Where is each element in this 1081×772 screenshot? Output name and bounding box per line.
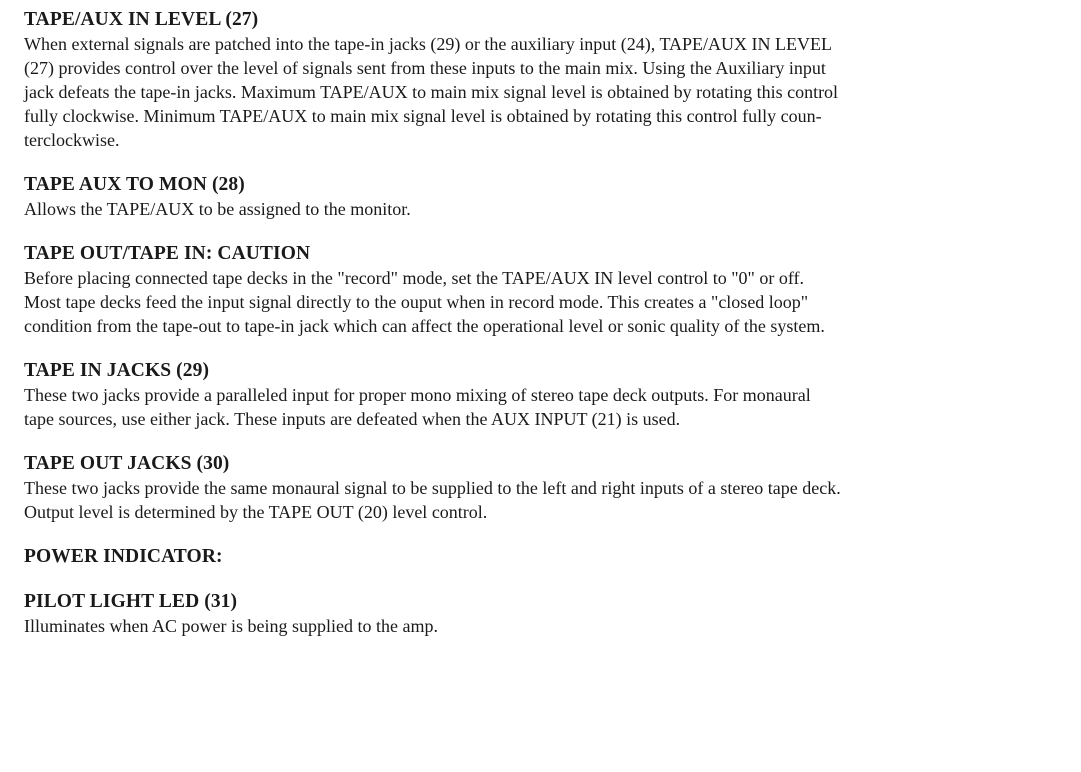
- body-line: (27) provides control over the level of signals sent from these inputs to the main mix. Using the Auxiliary input: [24, 58, 826, 78]
- section-body: [24, 614, 1074, 638]
- section-body: [24, 197, 1074, 221]
- section-heading: TAPE OUT/TAPE IN: CAUTION: [24, 243, 311, 264]
- section-heading: TAPE OUT JACKS (30): [24, 453, 230, 474]
- section-tape-aux-in-level: [24, 8, 1074, 152]
- body-line: terclockwise.: [24, 130, 120, 150]
- body-line: Output level is determined by the TAPE OUT (20) level control.: [24, 502, 488, 522]
- section-heading: POWER INDICATOR:: [24, 546, 223, 567]
- section-body: [24, 266, 1074, 338]
- body-line: fully clockwise. Minimum TAPE/AUX to main mix signal level is obtained by rotating this control fully coun-: [24, 106, 822, 126]
- section-body: [24, 383, 1074, 431]
- section-heading: TAPE AUX TO MON (28): [24, 174, 245, 195]
- section-tape-aux-to-mon: [24, 173, 1074, 221]
- manual-page: [24, 8, 1074, 659]
- body-line: These two jacks provide a paralleled input for proper mono mixing of stereo tape deck outputs. For monaural: [24, 385, 811, 405]
- section-body: [24, 32, 1074, 152]
- body-line: jack defeats the tape-in jacks. Maximum TAPE/AUX to main mix signal level is obtained by rotating this control: [24, 82, 839, 102]
- body-line: When external signals are patched into the tape-in jacks (29) or the auxiliary input (24), TAPE/AUX IN LEVEL: [24, 34, 832, 54]
- body-line: Illuminates when AC power is being supplied to the amp.: [24, 616, 438, 636]
- body-line: Before placing connected tape decks in the "record" mode, set the TAPE/AUX IN level control to "0" or off.: [24, 268, 805, 288]
- body-line: tape sources, use either jack. These inputs are defeated when the AUX INPUT (21) is used.: [24, 409, 681, 429]
- section-tape-caution: [24, 242, 1074, 338]
- section-heading: PILOT LIGHT LED (31): [24, 591, 238, 612]
- section-heading: TAPE/AUX IN LEVEL (27): [24, 9, 259, 30]
- body-line: These two jacks provide the same monaural signal to be supplied to the left and right inputs of a stereo tape deck.: [24, 478, 841, 498]
- section-tape-out-jacks: [24, 452, 1074, 524]
- body-line: Allows the TAPE/AUX to be assigned to the monitor.: [24, 199, 411, 219]
- body-line: Most tape decks feed the input signal directly to the ouput when in record mode. This creates a "closed loop": [24, 292, 809, 312]
- section-heading: TAPE IN JACKS (29): [24, 360, 210, 381]
- section-pilot-light-led: [24, 590, 1074, 638]
- section-power-indicator: [24, 545, 1074, 569]
- section-body: [24, 476, 1074, 524]
- body-line: condition from the tape-out to tape-in jack which can affect the operational level or sonic quality of the system.: [24, 316, 825, 336]
- section-tape-in-jacks: [24, 359, 1074, 431]
